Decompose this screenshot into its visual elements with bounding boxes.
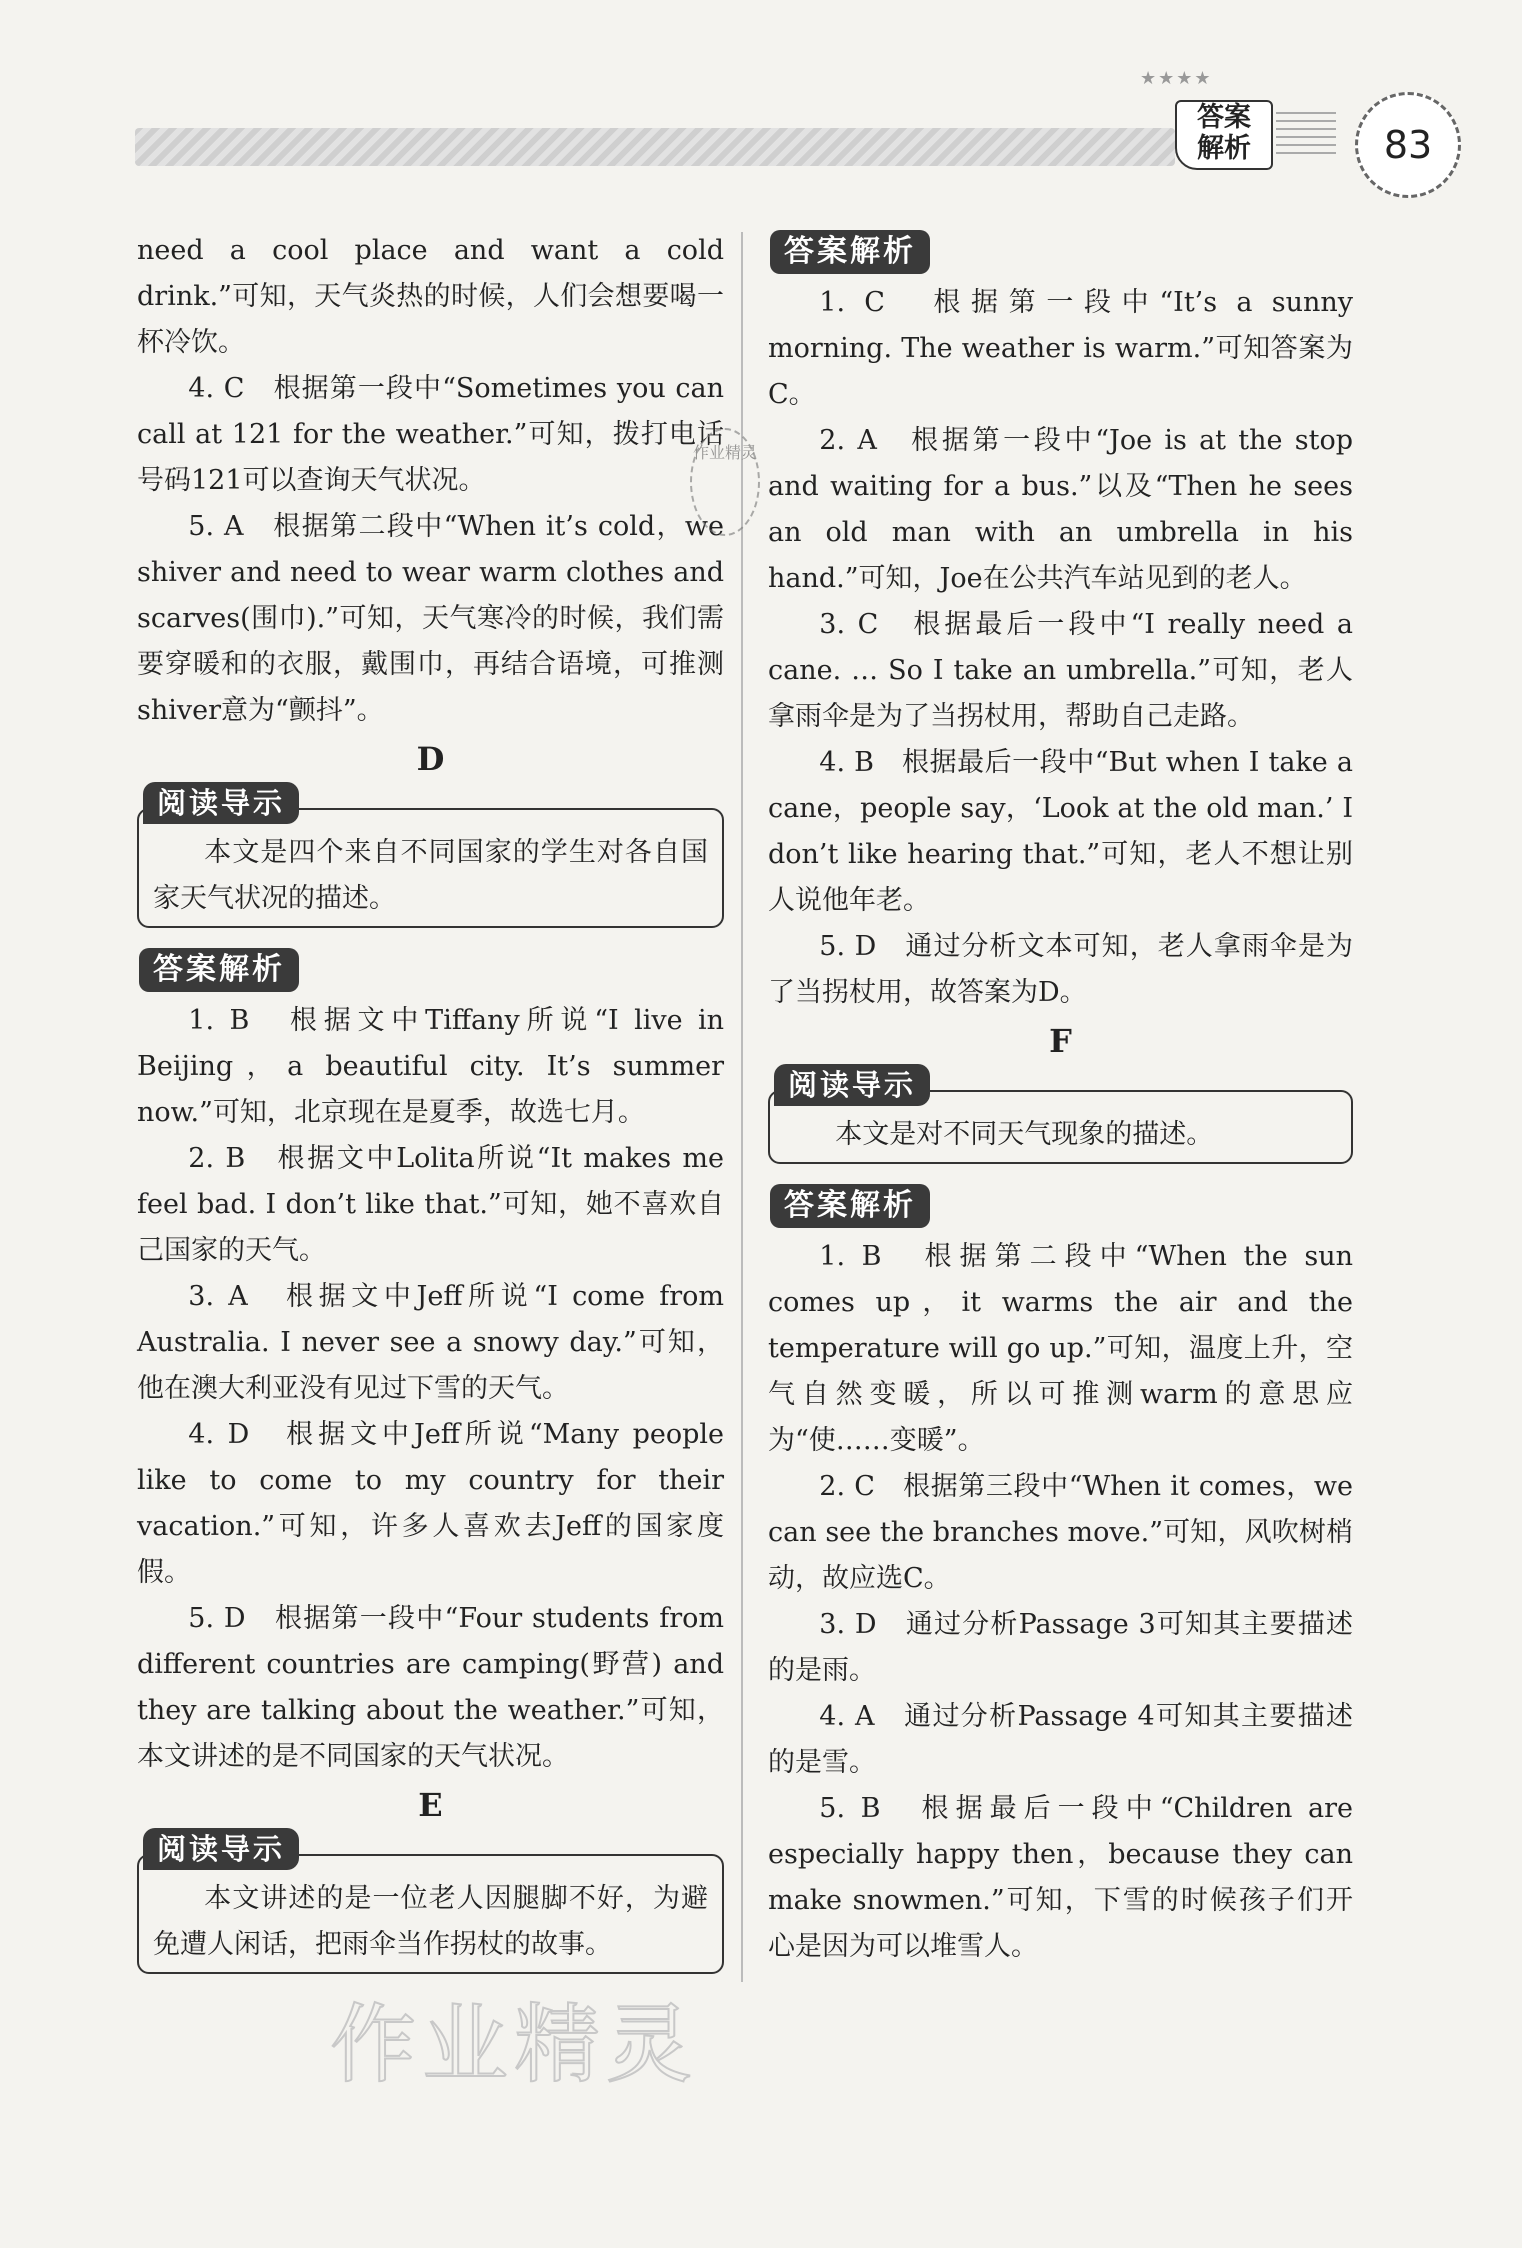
header-tag-line1: 答案 bbox=[1197, 102, 1251, 133]
answer-item: 3. D 通过分析Passage 3可知其主要描述的是雨。 bbox=[768, 1609, 1353, 1686]
answer-item: 1. C 根据第一段中“It’s a sunny morning. The weather is warm.”可知答案为C。 bbox=[768, 287, 1353, 410]
reading-guide-box bbox=[137, 1854, 724, 1974]
reading-guide-text: 本文讲述的是一位老人因腿脚不好，为避免遭人闲话，把雨伞当作拐杖的故事。 bbox=[153, 1883, 708, 1960]
header-tag-line2: 解析 bbox=[1197, 133, 1251, 164]
answer-item: 4. D 根据文中Jeff所说“Many people like to come to my country for their vacation.”可知，许多人喜欢去Jeff的国家度假。 bbox=[137, 1419, 724, 1588]
answer-analysis-label: 答案解析 bbox=[770, 230, 930, 274]
answer-item: 4. A 通过分析Passage 4可知其主要描述的是雪。 bbox=[768, 1701, 1353, 1778]
text-line: need a cool place and want a cold drink.”可知，天气炎热的时候，人们会想要喝一杯冷饮。 bbox=[137, 235, 724, 358]
answer-item: 5. D 根据第一段中“Four students from different countries are camping(野营) and they are talking about the weather.”可知，本文讲述的是不同国家的天气状况。 bbox=[137, 1603, 724, 1772]
answer-item: 1. B 根据文中Tiffany所说“I live in Beijing，a beautiful city. It’s summer now.”可知，北京现在是夏季，故选七月。 bbox=[137, 1005, 724, 1128]
left-column bbox=[137, 228, 724, 1988]
right-column bbox=[768, 228, 1353, 1970]
answer-item: 1. B 根据第二段中“When the sun comes up，it warms the air and the temperature will go up.”可知，温度上升，空气自然变暖，所以可推测warm的意思应为“使……变暖”。 bbox=[768, 1241, 1353, 1456]
answer-analysis-label: 答案解析 bbox=[139, 948, 299, 992]
header-lines bbox=[1276, 112, 1336, 160]
header-band bbox=[135, 128, 1175, 166]
answer-item: 3. A 根据文中Jeff所说“I come from Australia. I never see a snowy day.”可知，他在澳大利亚没有见过下雪的天气。 bbox=[137, 1281, 724, 1404]
answer-item: 2. A 根据第一段中“Joe is at the stop and waiting for a bus.”以及“Then he sees an old man with an umbrella in his hand.”可知，Joe在公共汽车站见到的老人。 bbox=[768, 425, 1353, 594]
stamp-seal: 作业精灵 bbox=[690, 428, 760, 536]
section-letter-f: F bbox=[1049, 1022, 1072, 1060]
answer-item: 3. C 根据最后一段中“I really need a cane. … So I take an umbrella.”可知，老人拿雨伞是为了当拐杖用，帮助自己走路。 bbox=[768, 609, 1353, 732]
section-letter-d: D bbox=[416, 740, 445, 778]
reading-guide-label: 阅读导示 bbox=[143, 782, 299, 824]
reading-guide-box bbox=[137, 808, 724, 928]
reading-guide-e bbox=[137, 1832, 724, 1974]
reading-guide-f bbox=[768, 1068, 1353, 1164]
answer-item: 2. B 根据文中Lolita所说“It makes me feel bad. I don’t like that.”可知，她不喜欢自己国家的天气。 bbox=[137, 1143, 724, 1266]
reading-guide-text: 本文是对不同天气现象的描述。 bbox=[835, 1119, 1214, 1150]
answer-item: 4. C 根据第一段中“Sometimes you can call at 121 for the weather.”可知，拨打电话号码121可以查询天气状况。 bbox=[137, 373, 724, 496]
reading-guide-text: 本文是四个来自不同国家的学生对各自国家天气状况的描述。 bbox=[153, 837, 708, 914]
answer-item: 5. B 根据最后一段中“Children are especially happy then，because they can make snowmen.”可知，下雪的时候孩子们开心是因为可以堆雪人。 bbox=[768, 1793, 1353, 1962]
page-number: 83 bbox=[1355, 92, 1461, 198]
header-tag bbox=[1175, 100, 1273, 170]
answer-analysis-label: 答案解析 bbox=[770, 1184, 930, 1228]
answer-item: 5. D 通过分析文本可知，老人拿雨伞是为了当拐杖用，故答案为D。 bbox=[768, 931, 1353, 1008]
watermark: 作业精灵 bbox=[330, 1995, 698, 2095]
reading-guide-label: 阅读导示 bbox=[774, 1064, 930, 1106]
answer-item: 4. B 根据最后一段中“But when I take a cane，people say，‘Look at the old man.’ I don’t like hearing that.”可知，老人不想让别人说他年老。 bbox=[768, 747, 1353, 916]
answer-item: 5. A 根据第二段中“When it’s cold，we shiver and need to wear warm clothes and scarves(围巾).”可知，天气寒冷的时候，我们需要穿暖和的衣服，戴围巾，再结合语境，可推测shiver意为“颤抖”。 bbox=[137, 511, 724, 726]
section-letter-e: E bbox=[418, 1786, 443, 1824]
reading-guide-label: 阅读导示 bbox=[143, 1828, 299, 1870]
header-stars: ★★★★ bbox=[1140, 68, 1213, 89]
reading-guide-d bbox=[137, 786, 724, 928]
answer-item: 2. C 根据第三段中“When it comes，we can see the branches move.”可知，风吹树梢动，故应选C。 bbox=[768, 1471, 1353, 1594]
